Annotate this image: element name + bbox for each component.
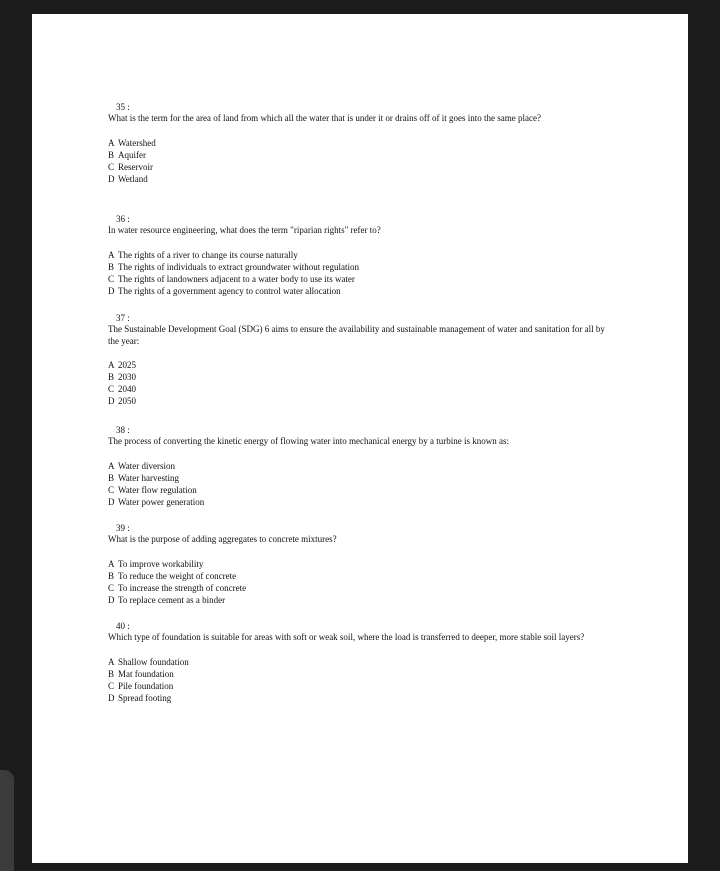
option-a: A Shallow foundation <box>108 656 189 667</box>
option-b: B 2030 <box>108 372 136 382</box>
question-number: 37 : <box>116 313 130 323</box>
option-list <box>108 249 608 297</box>
option-c: C The rights of landowners adjacent to a water body to use its water <box>108 273 355 284</box>
side-panel-tab[interactable] <box>0 770 14 871</box>
option-c: C Water flow regulation <box>108 484 197 495</box>
question-text: The Sustainable Development Goal (SDG) 6 aims to ensure the availability and sustainable management of water and sanitation for all by the year: <box>108 324 605 346</box>
question-37 <box>108 313 608 407</box>
question-text: The process of converting the kinetic energy of flowing water into mechanical energy by a turbine is known as: <box>108 436 510 446</box>
question-39 <box>108 523 608 606</box>
question-number: 35 : <box>116 102 130 112</box>
option-d: D Spread footing <box>108 692 172 703</box>
option-d: D To replace cement as a binder <box>108 594 226 605</box>
option-b: B Mat foundation <box>108 668 174 679</box>
document-page <box>32 14 688 863</box>
option-b: B Water harvesting <box>108 472 180 483</box>
option-c: C To increase the strength of concrete <box>108 582 247 593</box>
option-d: D 2050 <box>108 396 136 406</box>
option-a: A The rights of a river to change its course naturally <box>108 249 298 260</box>
option-list <box>108 137 608 185</box>
question-text: What is the purpose of adding aggregates to concrete mixtures? <box>108 534 337 544</box>
question-36 <box>108 214 608 297</box>
question-number: 39 : <box>116 523 130 533</box>
option-b: B The rights of individuals to extract groundwater without regulation <box>108 261 359 272</box>
option-b: B Aquifer <box>108 149 146 160</box>
question-number: 36 : <box>116 214 130 224</box>
option-list <box>108 656 608 704</box>
question-text: Which type of foundation is suitable for areas with soft or weak soil, where the load is transferred to deeper, more stable soil layers? <box>108 632 585 642</box>
option-list <box>108 460 608 508</box>
question-38 <box>108 425 608 508</box>
option-d: D The rights of a government agency to control water allocation <box>108 285 341 296</box>
question-number: 40 : <box>116 621 130 631</box>
option-a: A To improve workability <box>108 558 204 569</box>
option-a: A Water diversion <box>108 460 176 471</box>
option-list <box>108 558 608 606</box>
question-40 <box>108 621 608 704</box>
option-b: B To reduce the weight of concrete <box>108 570 237 581</box>
question-number: 38 : <box>116 425 130 435</box>
question-35 <box>108 102 608 185</box>
option-c: C Pile foundation <box>108 680 174 691</box>
option-a: A 2025 <box>108 360 136 370</box>
option-c: C 2040 <box>108 384 136 394</box>
question-text: In water resource engineering, what does the term "riparian rights" refer to? <box>108 225 381 235</box>
option-a: A Watershed <box>108 137 156 148</box>
option-list <box>108 359 608 407</box>
option-d: D Wetland <box>108 173 148 184</box>
question-text: What is the term for the area of land from which all the water that is under it or drains off of it goes into the same place? <box>108 113 541 123</box>
option-d: D Water power generation <box>108 496 205 507</box>
option-c: C Reservoir <box>108 161 153 172</box>
